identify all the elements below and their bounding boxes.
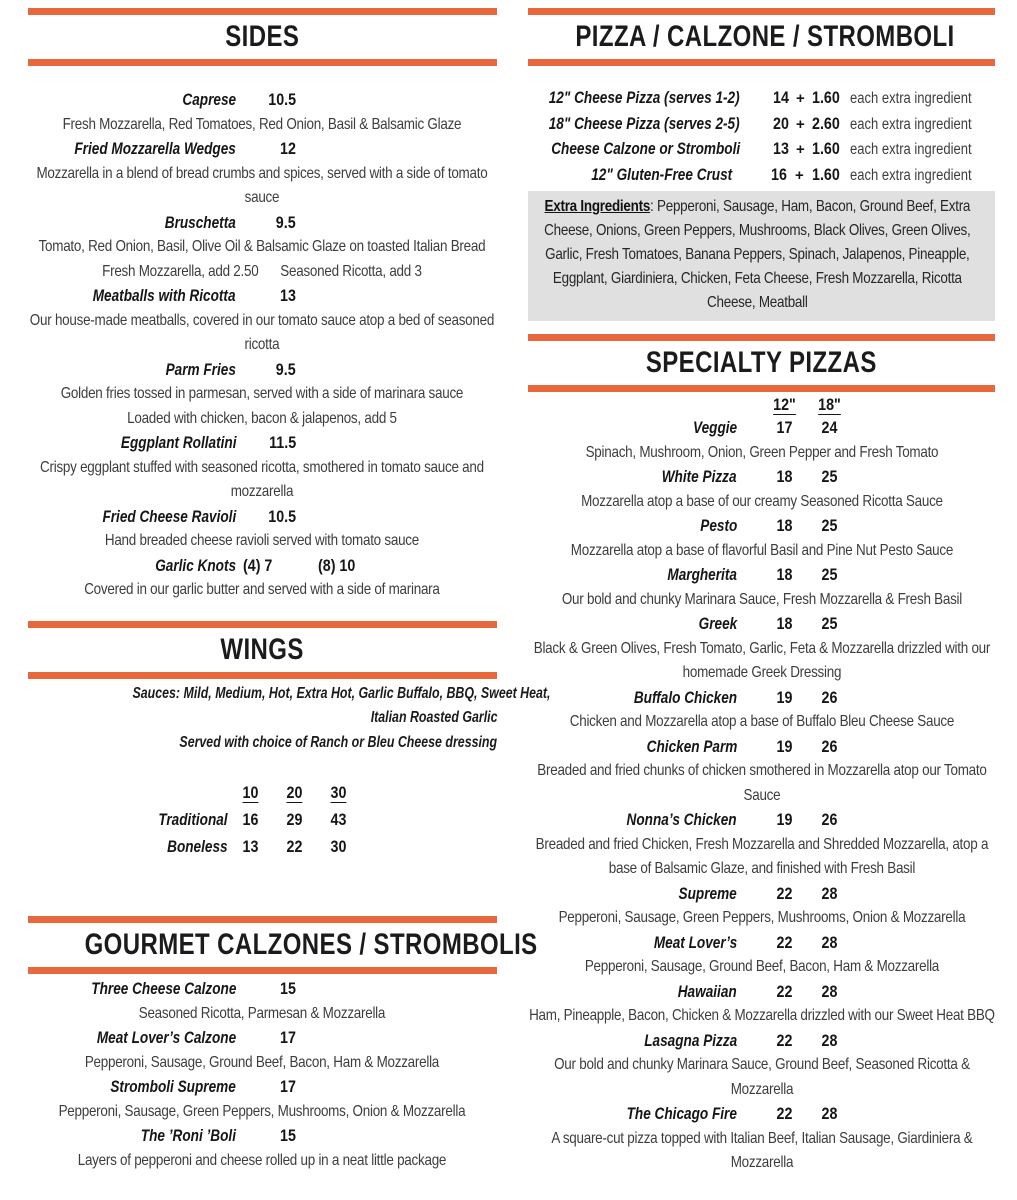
price-18-cell bbox=[807, 931, 852, 956]
price-18-cell bbox=[807, 563, 852, 588]
price-12: 19 bbox=[776, 687, 793, 707]
item-name-cell bbox=[28, 431, 236, 456]
wings-header-row bbox=[28, 779, 497, 806]
price-18: 25 bbox=[821, 467, 838, 486]
wings-price-cell bbox=[228, 833, 272, 860]
extra-price-value: 1.60 bbox=[812, 139, 840, 158]
item-name-cell bbox=[528, 112, 740, 137]
extra-ingredient-price bbox=[812, 112, 845, 137]
divider-bar bbox=[528, 334, 995, 341]
item-name-cell bbox=[28, 211, 236, 236]
item-name-cell bbox=[528, 416, 737, 441]
item-price-cell bbox=[733, 163, 787, 188]
gourmet-section-title: GOURMET CALZONES / STROMBOLIS bbox=[84, 928, 538, 961]
wings-price-cell bbox=[316, 806, 360, 833]
item-name: Eggplant Rollatini bbox=[120, 433, 236, 452]
item-description: Pepperoni, Sausage, Ground Beef, Bacon, Ham & Mozzarella bbox=[84, 1053, 440, 1071]
wings-price: 13 bbox=[242, 837, 258, 856]
section-title-wrap bbox=[28, 15, 497, 59]
wings-price-cell bbox=[272, 833, 316, 860]
item-price: 13 bbox=[280, 286, 296, 305]
item-description: Crispy eggplant stuffed with seasoned ricotta, smothered in tomato sauce and mozzarella bbox=[40, 458, 484, 500]
pizza-item-row bbox=[528, 86, 995, 112]
item-price: 17 bbox=[280, 1077, 296, 1096]
extra-label-text: each extra ingredient bbox=[850, 90, 972, 107]
price-12: 18 bbox=[776, 565, 793, 584]
item-name: 12" Gluten-Free Crust bbox=[591, 164, 733, 184]
item-name-cell bbox=[28, 1124, 236, 1149]
item-price: 11.5 bbox=[268, 433, 296, 452]
extra-ingredient-label bbox=[850, 164, 995, 189]
price-12-cell bbox=[762, 686, 807, 711]
size-header-18: 18" bbox=[818, 395, 841, 414]
size-header-cell bbox=[807, 396, 852, 414]
item-price: 16 bbox=[770, 164, 787, 184]
item-price-small-cell bbox=[243, 554, 278, 579]
extra-ingredient-price bbox=[812, 163, 845, 188]
item-price-cell bbox=[236, 137, 296, 162]
menu-item-row bbox=[28, 1026, 497, 1051]
wings-row bbox=[28, 806, 497, 833]
specialty-item-row bbox=[528, 514, 995, 539]
specialty-item-row bbox=[528, 416, 995, 441]
menu-item-row bbox=[28, 1075, 497, 1100]
price-18: 24 bbox=[821, 418, 838, 437]
section-title-wrap bbox=[528, 341, 995, 385]
wings-price: 16 bbox=[242, 810, 258, 829]
menu-item-row bbox=[28, 1124, 497, 1149]
item-description: Seasoned Ricotta, Parmesan & Mozzarella bbox=[138, 1004, 386, 1022]
pizza-section-header bbox=[528, 8, 995, 66]
specialty-item-row bbox=[528, 808, 995, 833]
item-name: Fried Cheese Ravioli bbox=[102, 506, 236, 526]
specialty-size-header-row bbox=[528, 396, 995, 414]
item-price: 13 bbox=[772, 139, 789, 158]
item-description: Layers of pepperoni and cheese rolled up in a neat little package bbox=[77, 1151, 447, 1169]
item-name-cell bbox=[28, 505, 236, 530]
item-name: Chicken Parm bbox=[646, 736, 737, 756]
sauces-text: Sauces: Mild, Medium, Hot, Extra Hot, Garlic Buffalo, BBQ, Sweet Heat, bbox=[132, 684, 551, 702]
wings-section-header bbox=[28, 621, 497, 679]
price-12-cell bbox=[762, 465, 807, 490]
menu-item-row bbox=[28, 211, 497, 236]
item-price: 10.5 bbox=[268, 90, 296, 109]
item-price: 9.5 bbox=[276, 212, 296, 232]
item-name: Meat Lover’s bbox=[653, 932, 737, 952]
wings-size-cell bbox=[228, 779, 272, 806]
specialty-item-row bbox=[528, 686, 995, 711]
price-12-cell bbox=[762, 514, 807, 539]
wings-type: Boneless bbox=[167, 837, 228, 856]
item-price-cell bbox=[236, 88, 296, 113]
item-price-cell bbox=[236, 1075, 296, 1100]
item-name-cell bbox=[528, 163, 733, 188]
item-description: Our bold and chunky Marinara Sauce, Fresh Mozzarella & Fresh Basil bbox=[561, 590, 963, 608]
sauces-line bbox=[28, 682, 551, 707]
item-description: Mozzarella atop a base of flavorful Basil and Pine Nut Pesto Sauce bbox=[570, 541, 954, 559]
item-description: Our bold and chunky Marinara Sauce, Ground Beef, Seasoned Ricotta & Mozzarella bbox=[554, 1056, 970, 1098]
price-18: 25 bbox=[821, 565, 838, 584]
item-description: Pepperoni, Sausage, Green Peppers, Mushrooms, Onion & Mozzarella bbox=[58, 1102, 466, 1120]
item-name-cell bbox=[28, 88, 236, 113]
left-column bbox=[28, 0, 551, 1173]
item-name-cell bbox=[28, 554, 236, 579]
price-12-cell bbox=[762, 882, 807, 907]
item-name: Garlic Knots bbox=[155, 555, 236, 575]
price-12: 22 bbox=[776, 1104, 793, 1123]
price-12-cell bbox=[762, 931, 807, 956]
specialty-item-row bbox=[528, 563, 995, 588]
item-price-cell bbox=[740, 86, 789, 111]
price-12-cell bbox=[762, 563, 807, 588]
item-name-cell bbox=[528, 1029, 737, 1054]
wings-type-cell bbox=[28, 833, 228, 860]
item-description: Fresh Mozzarella, Red Tomatoes, Red Onion, Basil & Balsamic Glaze bbox=[62, 115, 462, 133]
size-header-12: 12" bbox=[773, 395, 796, 414]
item-name: Greek bbox=[698, 614, 737, 633]
specialty-item-row bbox=[528, 612, 995, 637]
item-name-cell bbox=[528, 735, 737, 760]
extra-ingredients-text-wrap bbox=[536, 195, 979, 315]
wings-size-cell bbox=[316, 779, 360, 806]
price-18: 28 bbox=[821, 1104, 838, 1123]
plus-sign: + bbox=[795, 115, 805, 133]
specialty-section-header bbox=[528, 334, 995, 392]
divider-bar bbox=[528, 59, 995, 66]
item-name: Buffalo Chicken bbox=[633, 687, 737, 707]
item-description: Breaded and fried Chicken, Fresh Mozzarella and Shredded Mozzarella, atop a base of Balsamic Glaze, and finished with Fresh Basil bbox=[535, 835, 989, 877]
served-text: Served with choice of Ranch or Bleu Cheese dressing bbox=[179, 733, 497, 751]
item-description: Covered in our garlic butter and served with a side of marinara bbox=[84, 581, 440, 598]
item-name: Nonna’s Chicken bbox=[626, 810, 737, 829]
price-18-cell bbox=[807, 980, 852, 1005]
price-12: 22 bbox=[776, 932, 793, 952]
item-description: A square-cut pizza topped with Italian Beef, Italian Sausage, Giardiniera & Mozzarella bbox=[551, 1129, 973, 1171]
item-description: Golden fries tossed in parmesan, served with a side of marinara sauce bbox=[60, 385, 464, 402]
item-description: Breaded and fried chunks of chicken smothered in Mozzarella atop our Tomato Sauce bbox=[537, 762, 987, 804]
price-18-cell bbox=[807, 465, 852, 490]
price-18: 28 bbox=[821, 1030, 838, 1050]
price-12: 22 bbox=[776, 1030, 793, 1050]
item-price: 14 bbox=[772, 88, 789, 107]
price-12-cell bbox=[762, 1102, 807, 1127]
item-name-cell bbox=[528, 931, 737, 956]
wings-price-cell bbox=[272, 806, 316, 833]
wings-price: 43 bbox=[330, 810, 346, 829]
item-price-cell bbox=[236, 1026, 296, 1051]
price-18-cell bbox=[807, 1102, 852, 1127]
price-12-cell bbox=[762, 416, 807, 441]
specialty-item-row bbox=[528, 980, 995, 1005]
price-12-cell bbox=[762, 612, 807, 637]
item-name: Meatballs with Ricotta bbox=[93, 286, 236, 305]
menu-item-row bbox=[28, 284, 497, 309]
item-name: Bruschetta bbox=[164, 212, 236, 232]
sauces-line bbox=[28, 706, 497, 731]
item-description: Pepperoni, Sausage, Green Peppers, Mushrooms, Onion & Mozzarella bbox=[558, 909, 966, 926]
sides-section-title: SIDES bbox=[225, 20, 300, 53]
wings-size-header: 10 bbox=[242, 783, 258, 802]
item-description: Ham, Pineapple, Bacon, Chicken & Mozzarella drizzled with our Sweet Heat BBQ bbox=[529, 1007, 995, 1024]
specialty-item-row bbox=[528, 1102, 995, 1127]
price-18-cell bbox=[807, 735, 852, 760]
specialty-section-title: SPECIALTY PIZZAS bbox=[646, 346, 877, 379]
item-price: 15 bbox=[280, 1126, 296, 1145]
extra-label-text: each extra ingredient bbox=[850, 166, 972, 184]
divider-bar bbox=[28, 672, 497, 679]
item-name-cell bbox=[28, 284, 236, 309]
item-description: Mozzarella atop a base of our creamy Seasoned Ricotta Sauce bbox=[581, 492, 943, 510]
item-name: Caprese bbox=[182, 90, 236, 109]
extra-ingredient-label bbox=[850, 113, 995, 138]
item-name-cell bbox=[528, 1102, 737, 1127]
item-price-cell bbox=[236, 284, 296, 309]
extra-label-text: each extra ingredient bbox=[850, 141, 972, 158]
item-name: Stromboli Supreme bbox=[110, 1077, 236, 1096]
section-title-wrap bbox=[28, 923, 538, 967]
item-name-cell bbox=[528, 980, 737, 1005]
item-name: The ’Roni ’Boli bbox=[140, 1126, 236, 1145]
section-title-wrap bbox=[528, 15, 995, 59]
item-price-cell bbox=[236, 431, 296, 456]
item-description: Our house-made meatballs, covered in our tomato sauce atop a bed of seasoned ricotta bbox=[29, 311, 495, 353]
price-18-cell bbox=[807, 514, 852, 539]
wings-size-header: 30 bbox=[330, 783, 346, 802]
item-name: Margherita bbox=[667, 565, 737, 584]
extra-price-value: 2.60 bbox=[812, 113, 840, 133]
price-18-cell bbox=[807, 882, 852, 907]
menu-item-row bbox=[28, 431, 497, 456]
item-name: White Pizza bbox=[662, 467, 737, 486]
item-name-cell bbox=[528, 137, 740, 162]
price-12-cell bbox=[762, 980, 807, 1005]
divider-bar bbox=[528, 8, 995, 15]
item-name: Meat Lover’s Calzone bbox=[96, 1028, 236, 1047]
item-name: Veggie bbox=[692, 418, 737, 437]
item-description: Pepperoni, Sausage, Ground Beef, Bacon, Ham & Mozzarella bbox=[584, 958, 940, 975]
price-12: 18 bbox=[776, 614, 793, 633]
pizza-item-row bbox=[528, 112, 995, 138]
wings-price-cell bbox=[316, 833, 360, 860]
item-name-cell bbox=[528, 882, 737, 907]
wings-price: 29 bbox=[286, 810, 302, 829]
item-description: Mozzarella in a blend of bread crumbs and spices, served with a side of tomato sauce bbox=[36, 164, 488, 206]
sauces-text: Italian Roasted Garlic bbox=[370, 709, 497, 726]
gourmet-items bbox=[28, 977, 497, 1173]
extra-ingredients-label: Extra Ingredients bbox=[544, 198, 651, 215]
menu-item-row bbox=[28, 137, 497, 162]
item-name: Cheese Calzone or Stromboli bbox=[551, 139, 740, 158]
price-12-cell bbox=[762, 808, 807, 833]
item-price-cell bbox=[236, 1124, 296, 1149]
menu-item-row bbox=[28, 977, 497, 1002]
wings-section-title: WINGS bbox=[220, 632, 305, 666]
wings-size-cell bbox=[272, 779, 316, 806]
item-addons bbox=[28, 260, 496, 285]
price-12: 18 bbox=[776, 467, 793, 486]
price-12: 22 bbox=[776, 883, 793, 903]
item-name-cell bbox=[528, 563, 737, 588]
price-12: 17 bbox=[776, 418, 793, 437]
price-18: 28 bbox=[821, 981, 838, 1001]
right-column bbox=[528, 0, 995, 1176]
item-name-cell bbox=[528, 686, 737, 711]
specialty-item-row bbox=[528, 931, 995, 956]
price-18-cell bbox=[807, 686, 852, 711]
pizza-items bbox=[528, 86, 995, 188]
menu-item-row bbox=[28, 358, 497, 383]
divider-bar bbox=[28, 967, 497, 974]
extra-price-value: 1.60 bbox=[812, 164, 840, 184]
price-18: 25 bbox=[821, 516, 838, 535]
item-name: Parm Fries bbox=[165, 359, 236, 379]
price-18: 28 bbox=[821, 883, 838, 903]
section-title-wrap bbox=[28, 628, 497, 672]
sides-section-header bbox=[28, 8, 497, 66]
item-name: The Chicago Fire bbox=[626, 1104, 737, 1123]
item-price-large: (8) 10 bbox=[317, 555, 356, 575]
price-18-cell bbox=[807, 1029, 852, 1054]
wings-sauces bbox=[28, 682, 551, 756]
extra-price-value: 1.60 bbox=[812, 88, 840, 107]
menu-item-row bbox=[28, 554, 497, 579]
wings-price: 30 bbox=[330, 837, 346, 856]
menu-item-row bbox=[28, 88, 497, 113]
item-name-cell bbox=[528, 465, 737, 490]
price-18-cell bbox=[807, 416, 852, 441]
item-name-cell bbox=[28, 358, 236, 383]
item-name-cell bbox=[28, 137, 236, 162]
pizza-section-title: PIZZA / CALZONE / STROMBOLI bbox=[575, 20, 955, 53]
item-price: 10.5 bbox=[268, 506, 296, 526]
item-addons: Loaded with chicken, bacon & jalapenos, add 5 bbox=[127, 409, 397, 427]
price-18: 28 bbox=[821, 932, 838, 952]
divider-bar bbox=[28, 916, 497, 923]
size-header-cell bbox=[762, 396, 807, 414]
price-12: 22 bbox=[776, 981, 793, 1001]
item-addon: Seasoned Ricotta, add 3 bbox=[280, 262, 422, 280]
item-price-cell bbox=[740, 112, 789, 137]
divider-bar bbox=[528, 385, 995, 392]
item-name: Three Cheese Calzone bbox=[90, 979, 236, 998]
wings-size-header: 20 bbox=[286, 783, 302, 802]
item-addon: Fresh Mozzarella, add 2.50 bbox=[102, 262, 259, 280]
menu-item-row bbox=[28, 505, 497, 530]
price-12-cell bbox=[762, 735, 807, 760]
item-name: 18" Cheese Pizza (serves 2-5) bbox=[549, 113, 740, 133]
price-18: 26 bbox=[821, 810, 838, 829]
wings-price: 22 bbox=[286, 837, 302, 856]
pizza-item-row bbox=[528, 163, 995, 189]
item-name-cell bbox=[28, 1026, 236, 1051]
extra-ingredient-label bbox=[850, 87, 995, 112]
item-price-cell bbox=[236, 505, 296, 530]
item-name-cell bbox=[28, 977, 236, 1002]
item-name: 12" Cheese Pizza (serves 1-2) bbox=[549, 88, 740, 107]
item-price: 17 bbox=[280, 1028, 296, 1047]
item-price-small: (4) 7 bbox=[243, 555, 273, 575]
specialty-item-row bbox=[528, 465, 995, 490]
item-description: Chicken and Mozzarella atop a base of Buffalo Bleu Cheese Sauce bbox=[569, 713, 955, 730]
price-18: 25 bbox=[821, 614, 838, 633]
extra-ingredients-box bbox=[528, 191, 995, 321]
specialty-item-row bbox=[528, 735, 995, 760]
item-price: 9.5 bbox=[276, 359, 296, 379]
specialty-item-row bbox=[528, 1029, 995, 1054]
item-name-cell bbox=[528, 514, 737, 539]
item-description: Black & Green Olives, Fresh Tomato, Garlic, Feta & Mozzarella drizzled with our homemade Greek Dressing bbox=[533, 639, 991, 681]
item-price: 12 bbox=[280, 139, 296, 158]
item-price: 15 bbox=[280, 979, 296, 998]
wings-type: Traditional bbox=[158, 810, 228, 829]
size-header-spacer bbox=[528, 396, 737, 414]
price-18: 26 bbox=[821, 736, 838, 756]
price-12: 19 bbox=[776, 736, 793, 756]
plus-sign: + bbox=[795, 90, 805, 107]
wings-type-cell bbox=[28, 806, 228, 833]
item-name: Supreme bbox=[678, 883, 737, 903]
item-name: Hawaiian bbox=[678, 981, 737, 1001]
served-line bbox=[28, 731, 497, 756]
wings-header-spacer bbox=[28, 779, 228, 806]
price-12-cell bbox=[762, 1029, 807, 1054]
specialty-items bbox=[528, 416, 995, 1176]
price-18-cell bbox=[807, 808, 852, 833]
price-12: 19 bbox=[776, 810, 793, 829]
specialty-item-row bbox=[528, 882, 995, 907]
plus-sign: + bbox=[795, 141, 805, 158]
item-name: Lasagna Pizza bbox=[644, 1030, 737, 1050]
pizza-item-row bbox=[528, 137, 995, 163]
extra-label-text: each extra ingredient bbox=[850, 115, 972, 133]
wings-price-table bbox=[28, 779, 497, 860]
price-18-cell bbox=[807, 612, 852, 637]
divider-bar bbox=[28, 8, 497, 15]
item-description: Spinach, Mushroom, Onion, Green Pepper and Fresh Tomato bbox=[585, 443, 939, 461]
wings-price-cell bbox=[228, 806, 272, 833]
item-price-cell bbox=[236, 977, 296, 1002]
sides-items bbox=[28, 88, 497, 603]
item-price-cell bbox=[236, 358, 296, 383]
item-name-cell bbox=[528, 612, 737, 637]
item-price-cell bbox=[236, 211, 296, 236]
item-name: Fried Mozzarella Wedges bbox=[74, 139, 236, 158]
extra-ingredient-label bbox=[850, 138, 995, 163]
plus-sign: + bbox=[795, 166, 804, 184]
price-18: 26 bbox=[821, 687, 838, 707]
extra-ingredients-list: : Pepperoni, Sausage, Ham, Bacon, Ground Beef, Extra Cheese, Onions, Green Peppers, Mushrooms, Black Olives, Green Olives, Garlic, Fresh Tomatoes, Banana Peppers, Spinach, Jalapenos, Pineapple, Eggplant, Giardiniera, Chicken, Feta Cheese, Fresh Mozzarella, Ricotta Cheese, Meatball bbox=[544, 198, 971, 311]
item-name-cell bbox=[528, 86, 740, 111]
item-description: Tomato, Red Onion, Basil, Olive Oil & Balsamic Glaze on toasted Italian Bread bbox=[38, 238, 486, 255]
item-name: Pesto bbox=[699, 516, 737, 535]
item-name-cell bbox=[28, 1075, 236, 1100]
item-price-cell bbox=[740, 137, 789, 162]
item-price: 20 bbox=[772, 113, 789, 133]
price-12: 18 bbox=[776, 516, 793, 535]
divider-bar bbox=[28, 59, 497, 66]
extra-ingredient-price bbox=[812, 86, 845, 111]
gourmet-section-header bbox=[28, 916, 538, 974]
wings-row bbox=[28, 833, 497, 860]
item-description: Hand breaded cheese ravioli served with tomato sauce bbox=[104, 532, 420, 549]
extra-ingredient-price bbox=[812, 137, 845, 162]
divider-bar bbox=[28, 621, 497, 628]
item-name-cell bbox=[528, 808, 737, 833]
item-price-large-cell bbox=[318, 554, 362, 579]
